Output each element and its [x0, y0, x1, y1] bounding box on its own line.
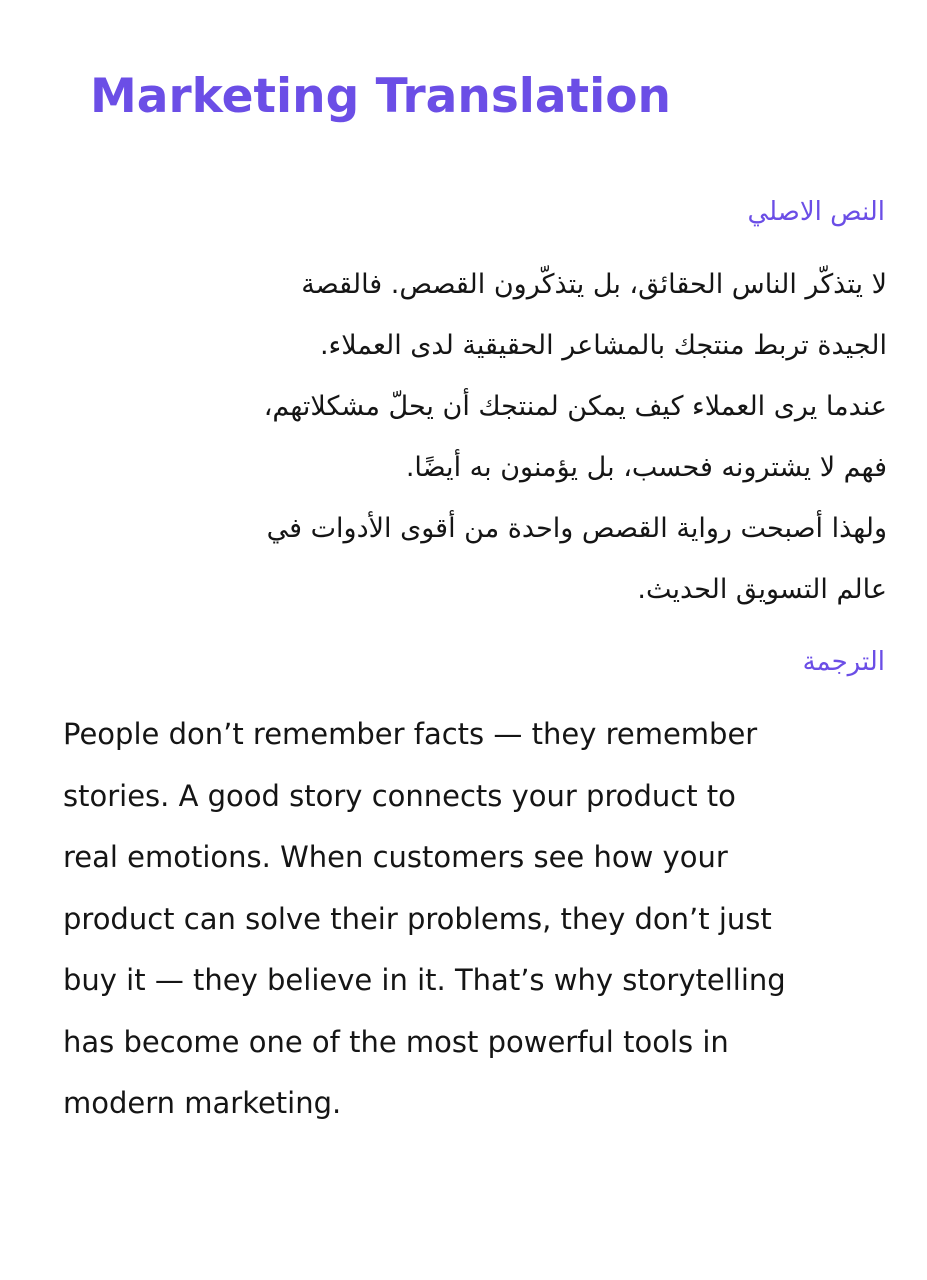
- original-arabic-paragraph: [97, 254, 887, 620]
- arabic-line: فهم لا يشترونه فحسب، بل يؤمنون به أيضًا.: [405, 452, 887, 483]
- arabic-line: عندما يرى العملاء كيف يمكن لمنتجك أن يحلّ مشكلاتهم،: [263, 391, 887, 422]
- original-text-heading: النص الاصلي: [747, 197, 885, 227]
- english-line: People don’t remember facts — they remember: [63, 717, 758, 751]
- arabic-line: ولهذا أصبحت رواية القصص واحدة من أقوى الأدوات في: [266, 513, 887, 544]
- english-line: buy it — they believe in it. That’s why storytelling: [63, 963, 786, 997]
- page-title: Marketing Translation: [90, 69, 671, 124]
- arabic-line: لا يتذكّر الناس الحقائق، بل يتذكّرون القصص. فالقصة: [301, 269, 887, 300]
- translation-heading: الترجمة: [802, 647, 885, 677]
- english-line: product can solve their problems, they don’t just: [63, 901, 772, 936]
- english-translation-paragraph: [63, 704, 883, 1135]
- arabic-line: الجيدة تربط منتجك بالمشاعر الحقيقية لدى العملاء.: [319, 330, 887, 361]
- english-line: modern marketing.: [63, 1086, 342, 1120]
- english-line: has become one of the most powerful tools in: [63, 1024, 729, 1059]
- english-line: stories. A good story connects your product to: [63, 778, 736, 813]
- arabic-line: عالم التسويق الحديث.: [637, 574, 887, 605]
- english-line: real emotions. When customers see how your: [63, 840, 728, 874]
